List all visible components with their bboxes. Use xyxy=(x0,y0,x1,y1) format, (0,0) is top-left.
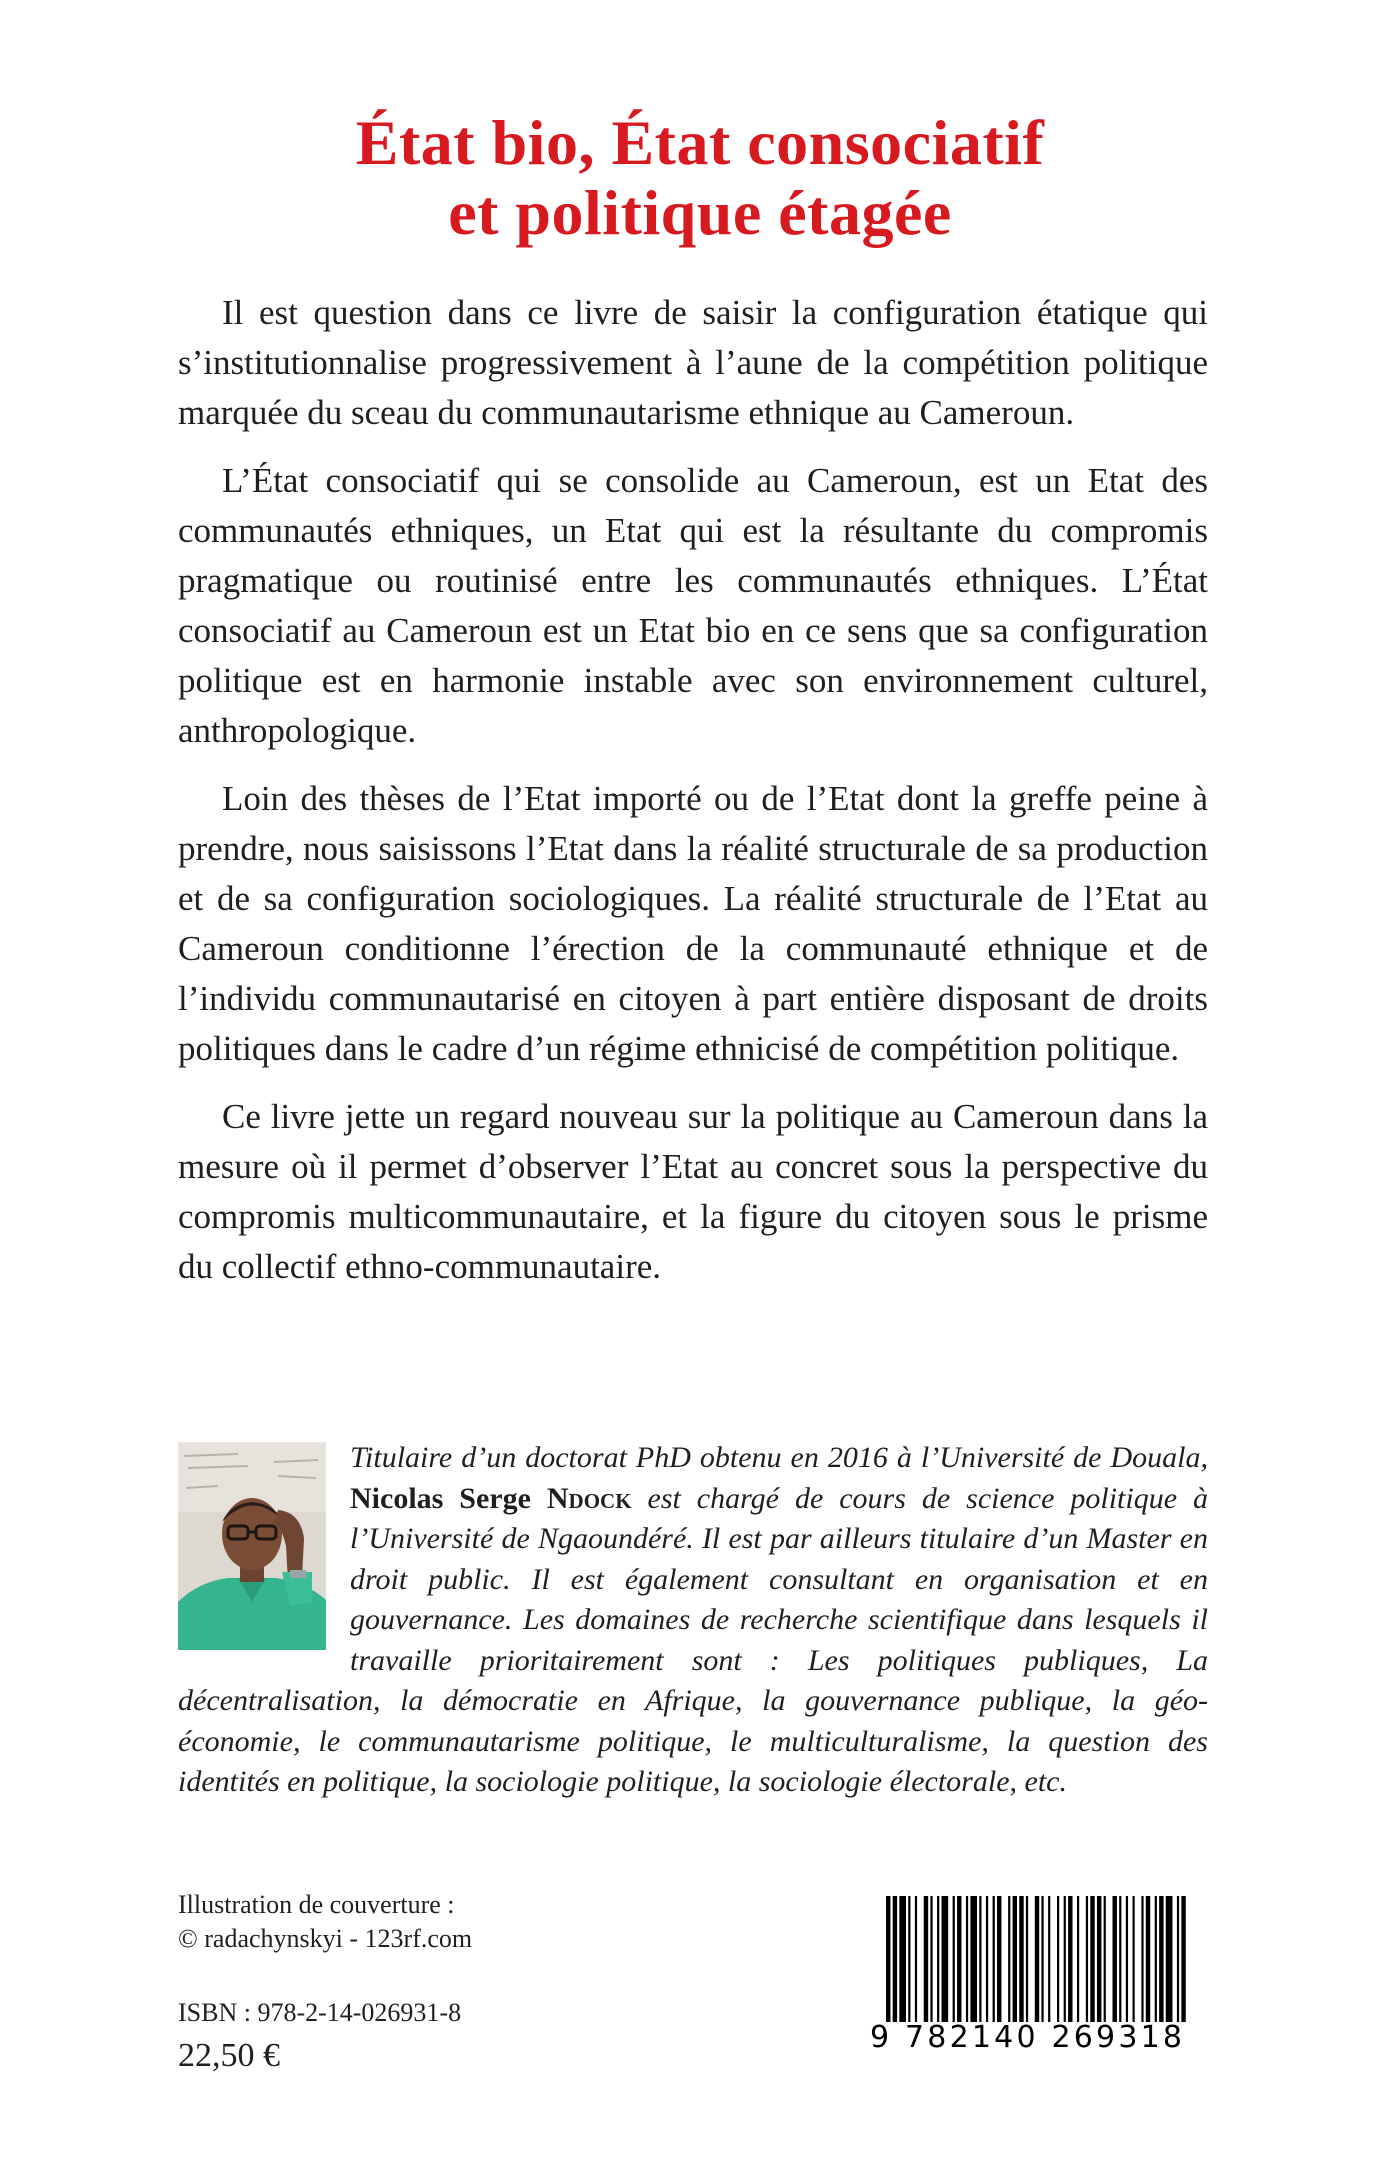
author-name-first: Nicolas Serge xyxy=(350,1481,547,1515)
summary-paragraph-4: Ce livre jette un regard nouveau sur la politique au Cameroun dans la mesure où il permet d’observer l’Etat au concret sous la perspective du compromis multicommunautaire, et la figure du citoyen sous le prisme du collectif ethno-communautaire. xyxy=(178,1097,1208,1286)
summary-paragraph-2: L’État consociatif qui se consolide au Cameroun, est un Etat des communautés ethniques, un Etat qui est la résultante du compromis pragmatique ou routinisé entre les communautés ethniques. L’État consociatif au Cameroun est un Etat bio en ce sens que sa configuration politique est en harmonie instable avec son environnement culturel, anthropologique. xyxy=(178,461,1208,750)
barcode-bar xyxy=(1026,1896,1028,2022)
barcode-bar xyxy=(899,1896,906,2022)
barcode-bar xyxy=(1064,1896,1066,2022)
barcode-bar xyxy=(893,1896,897,2022)
author-bio-text: est chargé de cours de science politique à l’Université de Ngaoundéré. Il est par ailleurs titulaire d’un Master en droit public. Il est également consultant en organisation et en gouvernance. Les domaines de recherche scientifique dans lesquels il travaille prioritairement sont : Les politiques publiques, La décentralisation, la démocratie en Afrique, la gouvernance publique, la géo-économie, le communautarisme politique, le multiculturalisme, la question des identités en politique, la sociologie politique, la sociologie électorale, etc. xyxy=(178,1481,1208,1798)
barcode-bar xyxy=(1090,1896,1094,2022)
barcode-bar xyxy=(942,1896,949,2022)
barcode-bar xyxy=(886,1896,890,2022)
book-title-line-1: État bio, État consociatif xyxy=(355,107,1045,178)
barcode-digits: 9 782140 269318 xyxy=(870,2020,1186,2055)
barcode-bar xyxy=(1086,1896,1088,2022)
author-name xyxy=(350,1482,632,1515)
barcode-bar xyxy=(1119,1896,1121,2022)
barcode-bar xyxy=(993,1896,995,2022)
barcode-bar xyxy=(1013,1896,1017,2022)
barcode-bar xyxy=(997,1896,1001,2022)
barcode-bar xyxy=(1155,1896,1157,2022)
barcode-bar xyxy=(1104,1896,1106,2022)
barcode-bar xyxy=(1048,1896,1050,2022)
barcode-bar xyxy=(1077,1896,1079,2022)
barcode-bar xyxy=(1068,1896,1072,2022)
barcode-bar xyxy=(957,1896,961,2022)
barcode-bar xyxy=(1126,1896,1128,2022)
barcode-bar xyxy=(970,1896,977,2022)
barcode-bar xyxy=(966,1896,968,2022)
barcode-bar xyxy=(1146,1896,1150,2022)
barcode-bar xyxy=(1113,1896,1117,2022)
barcode-bar xyxy=(908,1896,910,2022)
isbn: ISBN : 978-2-14-026931-8 xyxy=(178,1998,462,2027)
illustration-label: Illustration de couverture : xyxy=(178,1890,455,1919)
book-title xyxy=(0,108,1400,248)
illustration-source: © radachynskyi - 123rf.com xyxy=(178,1924,473,1953)
barcode-bar xyxy=(1035,1896,1039,2022)
barcode-bar xyxy=(1141,1896,1143,2022)
author-bio-intro: Titulaire d’un doctorat PhD obtenu en 2016 à l’Université de Douala, xyxy=(350,1441,1208,1474)
author-portrait-image xyxy=(178,1442,326,1650)
barcode-bar xyxy=(1041,1896,1043,2022)
barcode-bar xyxy=(1177,1896,1179,2022)
barcode-bar xyxy=(1181,1896,1185,2022)
barcode-bar xyxy=(986,1896,988,2022)
author-name-last: Ndock xyxy=(546,1481,632,1515)
barcode-bar xyxy=(953,1896,955,2022)
barcode-bar xyxy=(1057,1896,1059,2022)
barcode-bar xyxy=(979,1896,981,2022)
barcode-bar xyxy=(1132,1896,1134,2022)
isbn-barcode xyxy=(886,1896,1188,2022)
barcode-bar xyxy=(937,1896,939,2022)
barcode-bar xyxy=(915,1896,917,2022)
book-title-line-2: et politique étagée xyxy=(448,177,952,248)
price: 22,50 € xyxy=(178,2037,280,2074)
barcode-bar xyxy=(1166,1896,1173,2022)
barcode-bar xyxy=(924,1896,928,2022)
author-biography xyxy=(178,1438,1208,1803)
summary-paragraph-3: Loin des thèses de l’Etat importé ou de l’Etat dont la greffe peine à prendre, nous saisissons l’Etat dans la réalité structurale de sa production et de sa configuration sociologiques. La réalité structurale de l’Etat au Cameroun conditionne l’érection de la communauté ethnique et de l’individu communautarisé en citoyen à part entière disposant de droits politiques dans le cadre d’un régime ethnicisé de compétition politique. xyxy=(178,779,1208,1068)
barcode-bar xyxy=(1019,1896,1023,2022)
publication-credits xyxy=(178,1888,472,2078)
barcode-bar xyxy=(1159,1896,1163,2022)
author-photo xyxy=(178,1442,326,1650)
summary-paragraph-1: Il est question dans ce livre de saisir la configuration étatique qui s’institutionnalise progressivement à l’aune de la compétition politique marquée du sceau du communautarisme ethnique au Cameroun. xyxy=(178,293,1208,432)
barcode-bar xyxy=(930,1896,932,2022)
barcode-bar xyxy=(1097,1896,1101,2022)
barcode-bar xyxy=(1008,1896,1010,2022)
back-cover-summary xyxy=(178,288,1208,1310)
